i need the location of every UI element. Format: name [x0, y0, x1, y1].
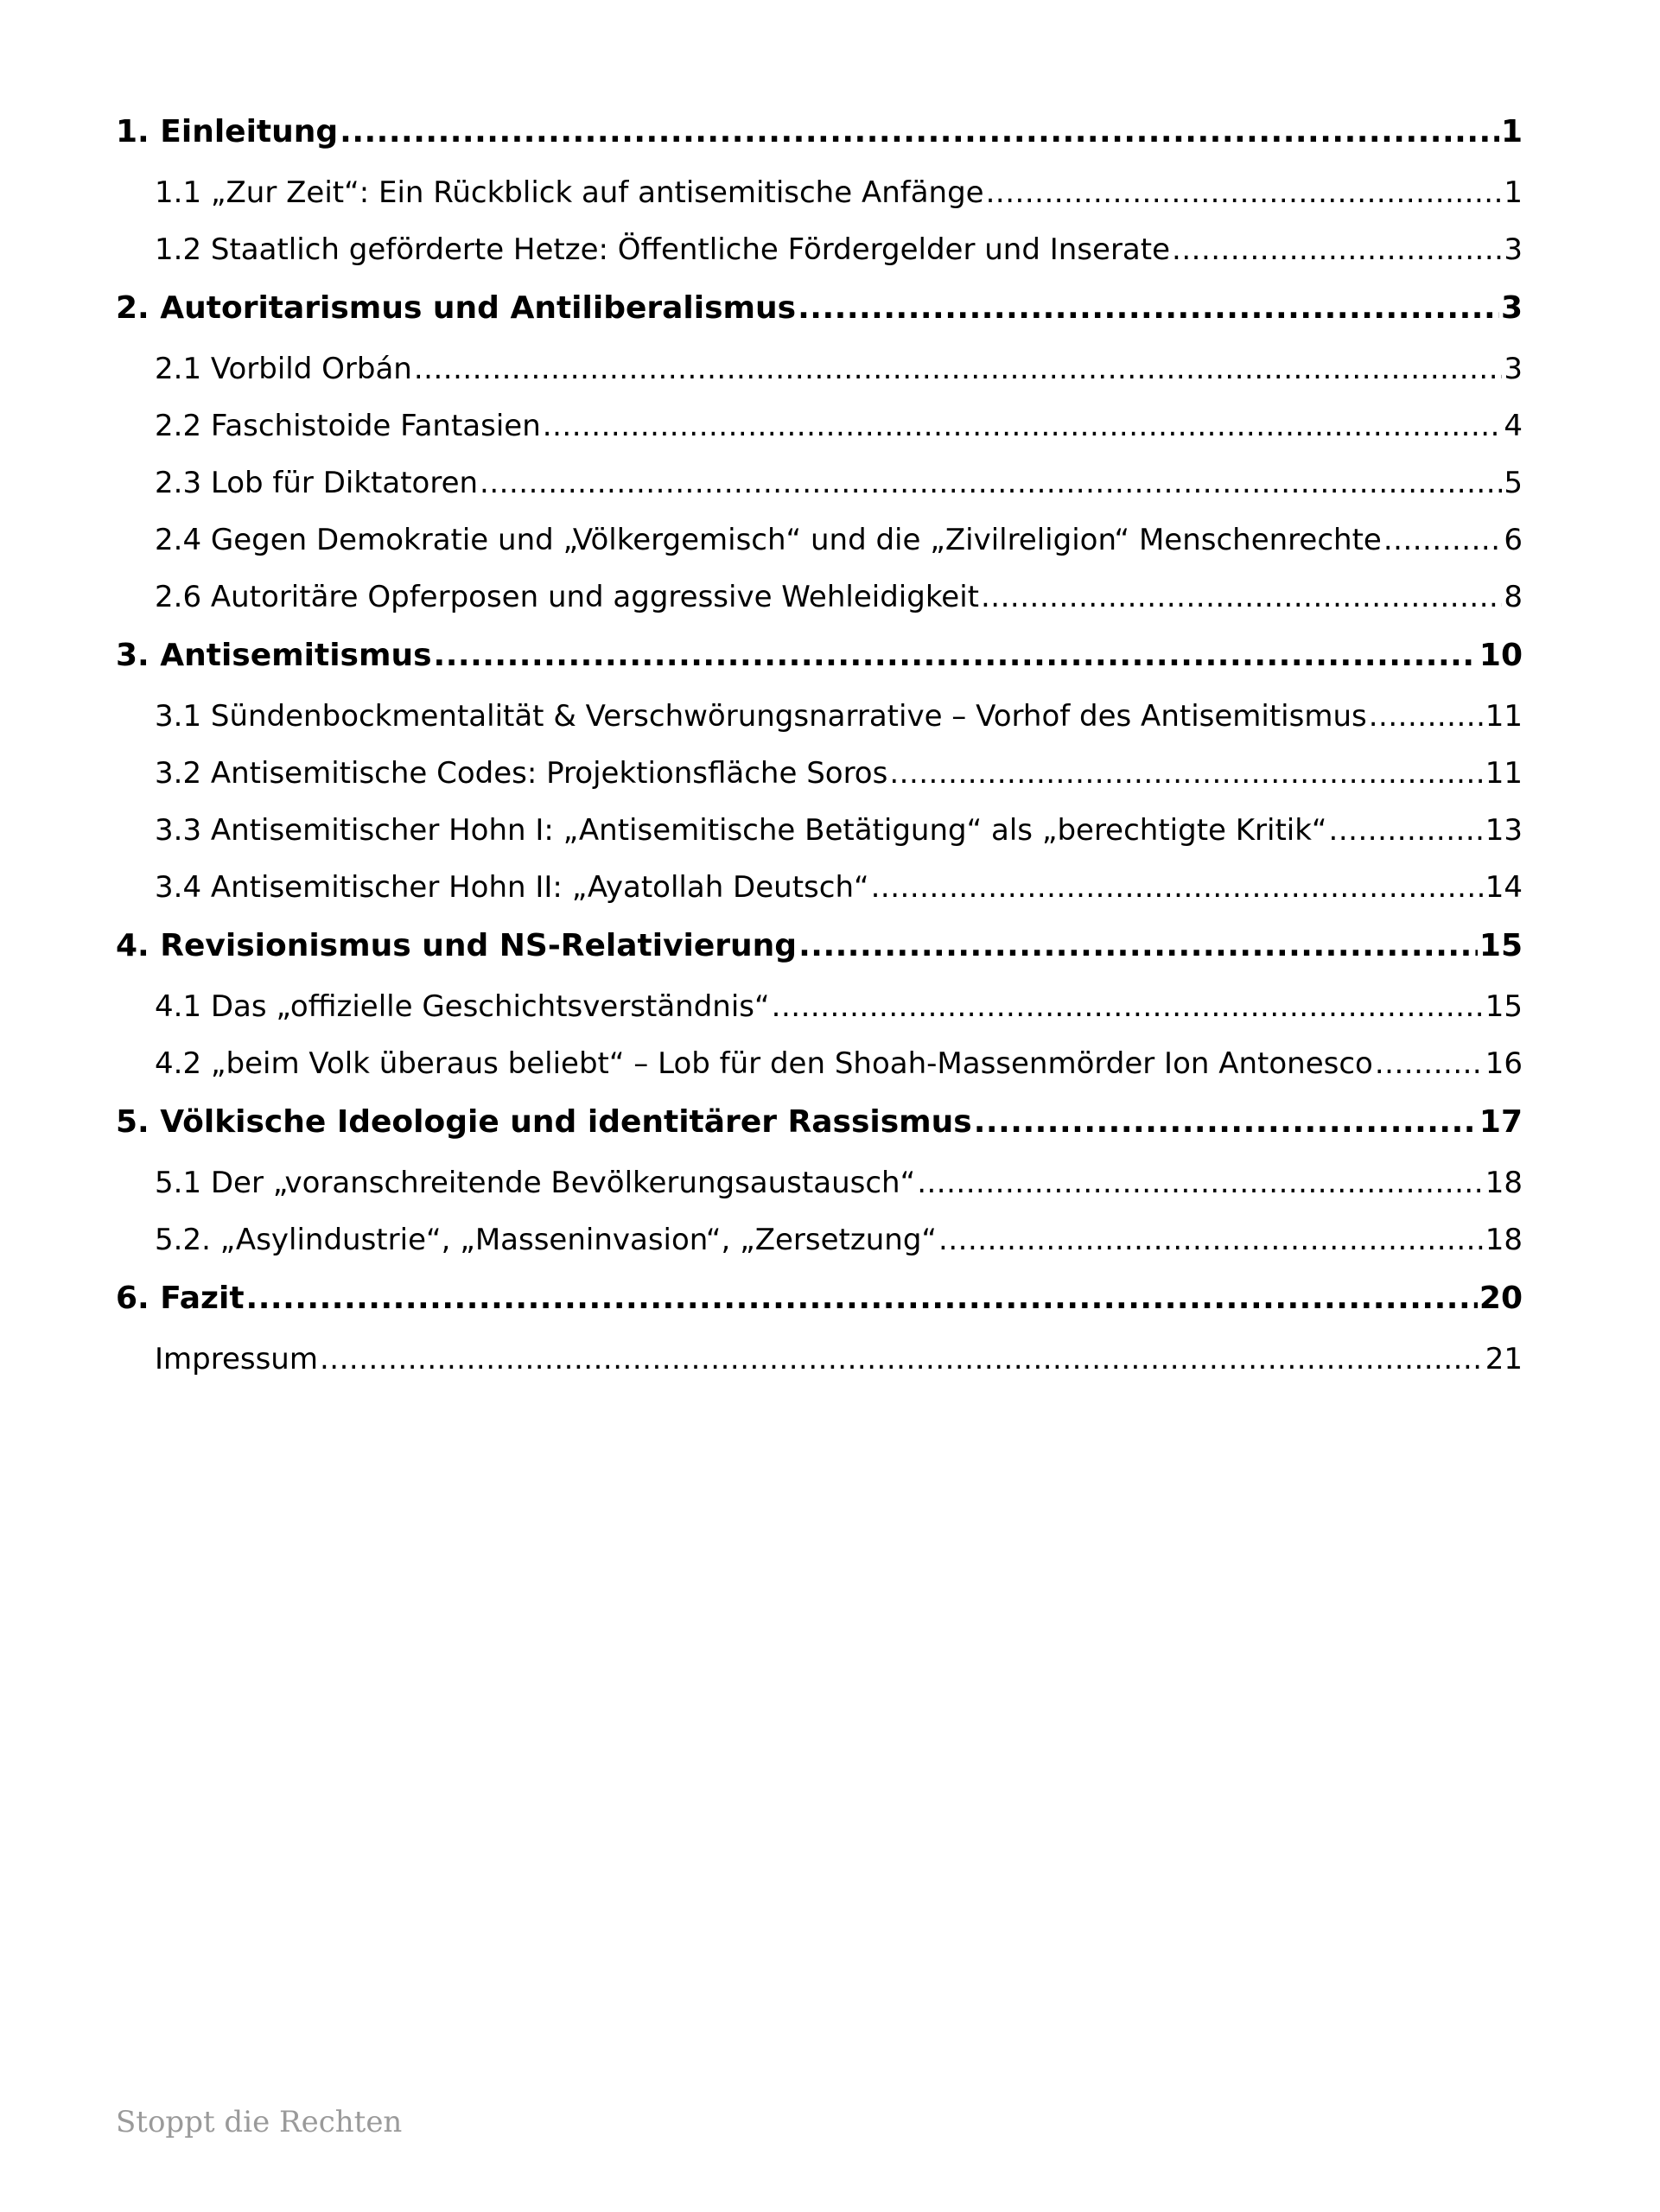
- toc-entry[interactable]: [116, 755, 1523, 791]
- toc-page-number: 8: [1504, 580, 1523, 614]
- toc-dot-leader: [1383, 522, 1503, 558]
- toc-dot-leader: [340, 112, 1499, 152]
- toc-entry-label: 2.6 Autoritäre Opferposen und aggressive Wehleidigkeit: [155, 580, 979, 614]
- toc-dot-leader: [320, 1341, 1484, 1377]
- toc-dot-leader: [414, 351, 1503, 387]
- toc-dot-leader: [246, 1279, 1478, 1319]
- toc-dot-leader: [938, 1222, 1484, 1258]
- toc-page-number: 5: [1504, 466, 1523, 500]
- toc-dot-leader: [798, 926, 1478, 966]
- toc-page-number: 15: [1485, 989, 1523, 1024]
- toc-page-number: 4: [1504, 409, 1523, 443]
- toc-entry-label: 1.1 „Zur Zeit“: Ein Rückblick auf antisemitische Anfänge: [155, 175, 984, 210]
- toc-entry-label: 3.2 Antisemitische Codes: Projektionsfläche Soros: [155, 756, 888, 791]
- toc-entry[interactable]: [116, 232, 1523, 268]
- toc-entry[interactable]: [116, 522, 1523, 558]
- toc-page-number: 16: [1485, 1046, 1523, 1081]
- toc-entry-label: 4.1 Das „offizielle Geschichtsverständnis“: [155, 989, 770, 1024]
- toc-entry-label: 5.2. „Asylindustrie“, „Masseninvasion“, „Zersetzung“: [155, 1223, 938, 1257]
- toc-entry-label: 2.3 Lob für Diktatoren: [155, 466, 479, 500]
- toc-entry-label: Impressum: [155, 1342, 318, 1376]
- toc-page-number: 17: [1479, 1104, 1523, 1140]
- table-of-contents: [116, 112, 1523, 1398]
- toc-dot-leader: [543, 408, 1503, 444]
- toc-entry-label: 5. Völkische Ideologie und identitärer Rassismus: [116, 1104, 972, 1140]
- toc-dot-leader: [1369, 698, 1484, 734]
- toc-entry[interactable]: [116, 112, 1523, 152]
- toc-page-number: 10: [1479, 638, 1523, 673]
- toc-dot-leader: [798, 289, 1499, 328]
- toc-page-number: 1: [1504, 175, 1523, 210]
- toc-entry[interactable]: [116, 926, 1523, 966]
- toc-entry[interactable]: [116, 351, 1523, 387]
- toc-entry[interactable]: [116, 465, 1523, 501]
- toc-entry[interactable]: [116, 1279, 1523, 1319]
- toc-page-number: 18: [1485, 1223, 1523, 1257]
- toc-dot-leader: [871, 869, 1484, 906]
- toc-dot-leader: [889, 755, 1483, 791]
- toc-dot-leader: [480, 465, 1502, 501]
- toc-entry[interactable]: [116, 812, 1523, 849]
- toc-dot-leader: [1329, 812, 1484, 849]
- toc-entry-label: 4. Revisionismus und NS-Relativierung: [116, 928, 798, 963]
- toc-entry-label: 1. Einleitung: [116, 114, 339, 149]
- toc-dot-leader: [772, 988, 1484, 1025]
- toc-dot-leader: [917, 1165, 1484, 1201]
- toc-entry-label: 2.2 Faschistoide Fantasien: [155, 409, 541, 443]
- toc-page-number: 1: [1500, 114, 1523, 149]
- toc-entry[interactable]: [116, 1222, 1523, 1258]
- toc-page-number: 21: [1485, 1342, 1523, 1376]
- toc-page-number: 11: [1485, 699, 1523, 734]
- toc-dot-leader: [434, 636, 1478, 676]
- page-footer: Stoppt die Rechten: [116, 2105, 403, 2139]
- toc-page-number: 6: [1504, 523, 1523, 557]
- toc-entry[interactable]: [116, 289, 1523, 328]
- toc-entry[interactable]: [116, 869, 1523, 906]
- toc-entry[interactable]: [116, 1165, 1523, 1201]
- toc-page-number: 15: [1479, 928, 1523, 963]
- toc-dot-leader: [1375, 1046, 1484, 1082]
- toc-entry[interactable]: [116, 175, 1523, 211]
- toc-entry-label: 4.2 „beim Volk überaus beliebt“ – Lob für den Shoah-Massenmörder Ion Antonesco: [155, 1046, 1373, 1081]
- toc-entry[interactable]: [116, 1103, 1523, 1142]
- toc-entry[interactable]: [116, 636, 1523, 676]
- toc-page-number: 18: [1485, 1166, 1523, 1200]
- toc-entry-label: 6. Fazit: [116, 1281, 245, 1316]
- toc-page-number: 3: [1504, 352, 1523, 386]
- toc-entry-label: 2. Autoritarismus und Antiliberalismus: [116, 290, 797, 326]
- toc-page-number: 3: [1500, 290, 1523, 326]
- toc-entry-label: 3.4 Antisemitischer Hohn II: „Ayatollah Deutsch“: [155, 870, 869, 905]
- toc-dot-leader: [986, 175, 1503, 211]
- toc-entry[interactable]: [116, 1341, 1523, 1377]
- toc-entry-label: 3. Antisemitismus: [116, 638, 432, 673]
- toc-entry-label: 5.1 Der „voranschreitende Bevölkerungsaustausch“: [155, 1166, 916, 1200]
- toc-dot-leader: [974, 1103, 1478, 1142]
- toc-entry[interactable]: [116, 1046, 1523, 1082]
- toc-page-number: 11: [1485, 756, 1523, 791]
- toc-entry-label: 3.1 Sündenbockmentalität & Verschwörungsnarrative – Vorhof des Antisemitismus: [155, 699, 1367, 734]
- toc-entry[interactable]: [116, 988, 1523, 1025]
- toc-dot-leader: [981, 579, 1502, 615]
- toc-entry-label: 3.3 Antisemitischer Hohn I: „Antisemitische Betätigung“ als „berechtigte Kritik“: [155, 813, 1327, 848]
- toc-page-number: 14: [1485, 870, 1523, 905]
- toc-entry-label: 1.2 Staatlich geförderte Hetze: Öffentliche Fördergelder und Inserate: [155, 232, 1171, 267]
- toc-entry[interactable]: [116, 579, 1523, 615]
- toc-entry-label: 2.1 Vorbild Orbán: [155, 352, 412, 386]
- toc-page-number: 3: [1504, 232, 1523, 267]
- toc-entry-label: 2.4 Gegen Demokratie und „Völkergemisch“ und die „Zivilreligion“ Menschenrechte: [155, 523, 1382, 557]
- toc-entry[interactable]: [116, 698, 1523, 734]
- toc-entry[interactable]: [116, 408, 1523, 444]
- toc-dot-leader: [1172, 232, 1502, 268]
- toc-page-number: 20: [1479, 1281, 1523, 1316]
- toc-page-number: 13: [1485, 813, 1523, 848]
